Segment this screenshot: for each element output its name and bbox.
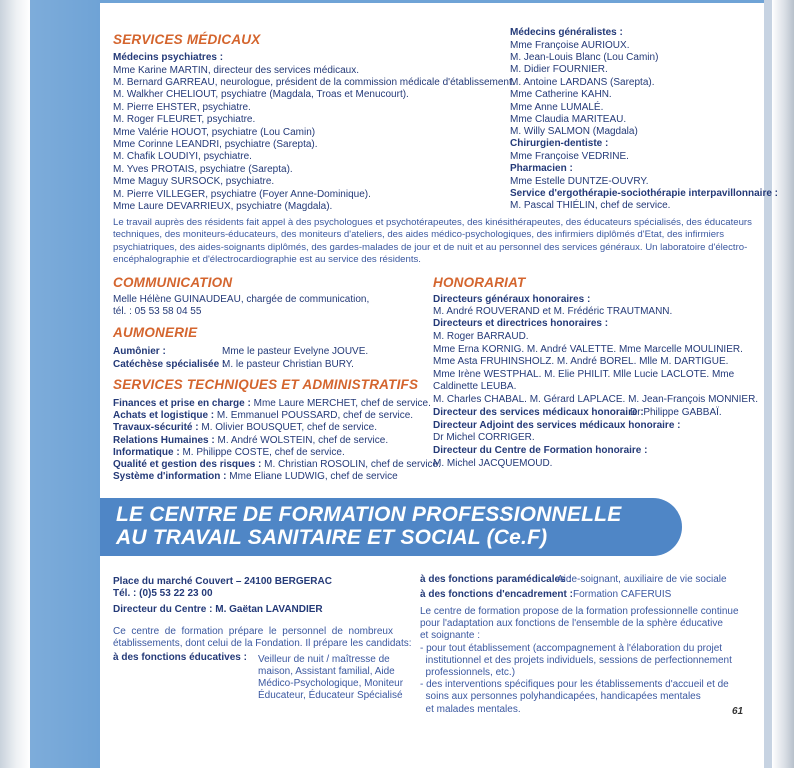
paragraph-line: techniques, des moniteurs-éducateurs, des moniteurs d'ateliers, des aides médico-psychologiques, des infirmiers diplômés d'Etat, des infirmiers [113,229,725,241]
dadj-honoraire-title: Directeur Adjoint des services médicaux honoraire : [433,420,681,431]
formation-line: et malades mentales. [420,703,521,715]
edu-line: Veilleur de nuit / maîtresse de [258,654,390,665]
service-technique-row [113,435,388,447]
edu-line: Médico-Psychologique, Moniteur [258,678,404,690]
dcf-honoraire-name: M. Michel JACQUEMOUD. [433,458,553,469]
dg-honoraires-title: Directeurs généraux honoraires : [433,294,591,305]
generaliste-entry: Mme Catherine KAHN. [510,89,612,101]
section-heading-services-medicaux: SERVICES MÉDICAUX [113,32,261,47]
dentiste-title: Chirurgien-dentiste : [510,138,609,149]
catechese-label: Catéchèse spécialisée : [113,359,226,370]
edu-line: Éducateur, Éducateur Spécialisé [258,690,403,702]
service-technique-row [113,410,413,422]
formation-line: pour l'adaptation aux fonctions de l'ensemble de la sphère éducative [420,618,723,630]
dg-honoraires-names: M. André ROUVERAND et M. Frédéric TRAUTMANN. [433,306,673,317]
service-label: Système d'information : [113,471,227,483]
pharmacien-title: Pharmacien : [510,163,573,174]
service-technique-row [113,398,431,410]
paramedical-value: Aide-soignant, auxiliaire de vie sociale [557,574,727,585]
communication-contact: Melle Hélène GUINAUDEAU, chargée de communication, [113,294,370,305]
psychiatre-entry: Mme Laure DEVARRIEUX, psychiatre (Magdala). [113,200,333,212]
generalistes-title: Médecins généralistes : [510,27,623,38]
right-page-strip [764,0,772,768]
dadj-honoraire-name: Dr Michel CORRIGER. [433,432,535,443]
dsm-honoraire-title: Directeur des services médicaux honoraire : [433,407,644,418]
aumonier-value: Mme le pasteur Evelyne JOUVE. [222,346,369,357]
generaliste-entry: Mme Françoise AURIOUX. [510,39,630,51]
top-rule [100,0,764,3]
catechese-value: M. le pasteur Christian BURY. [222,359,354,370]
cef-intro-2: établissements, dont celui de la Fondation. Il prépare les candidats: [113,638,412,649]
generaliste-entry: M. Didier FOURNIER. [510,64,608,76]
cef-banner-line2: AU TRAVAIL SANITAIRE ET SOCIAL (Ce.F) [116,526,548,549]
cef-banner [100,498,682,556]
service-value: Mme Laure MERCHET, chef de service. [253,398,431,409]
dsm-honoraire-name: Dr Philippe GABBAÏ. [630,407,722,418]
dentiste-name: Mme Françoise VEDRINE. [510,151,629,162]
paragraph-line: encéphalographie et d'électrocardiographie est au service des résidents. [113,253,421,265]
dcf-honoraire-title: Directeur du Centre de Formation honoraire : [433,445,648,456]
directeur-honoraire-entry: Mme Erna KORNIG. M. André VALETTE. Mme Marcelle MOULINIER. [433,343,743,355]
service-label: Informatique : [113,446,180,458]
edu-label: à des fonctions éducatives : [113,652,247,663]
service-value: M. Olivier BOUSQUET, chef de service. [201,422,377,434]
cef-phone: Tél. : (0)5 53 22 23 00 [113,588,213,599]
paragraph-line: Le travail auprès des résidents fait appel à des psychologues et psychotérapeutes, des kinésithérapeutes, des éducateurs spécialisés, des éducateurs [113,217,752,228]
psychiatre-entry: Mme Valérie HOUOT, psychiatre (Lou Camin) [113,126,316,138]
service-label: Achats et logistique : [113,410,215,422]
aumonier-label: Aumônier : [113,346,166,357]
communication-phone: tél. : 05 53 58 04 55 [113,306,202,317]
service-label: Finances et prise en charge : [113,398,251,409]
ergo-name: M. Pascal THIÉLIN, chef de service. [510,200,671,211]
formation-line: professionnels, etc.) [420,667,516,678]
psychiatre-entry: M. Chafik LOUDIYI, psychiatre. [113,151,252,163]
formation-line: et soignante : [420,630,481,642]
generaliste-entry: Mme Claudia MARITEAU. [510,113,627,125]
cef-intro-1: Ce centre de formation prépare le personnel de nombreux [113,626,393,637]
psychiatre-entry: M. Bernard GARREAU, neurologue, président de la commission médicale d'établissement. [113,76,515,88]
psychiatre-entry: M. Roger FLEURET, psychiatre. [113,114,256,126]
service-value: M. André WOLSTEIN, chef de service. [217,434,389,446]
service-technique-row [113,471,398,483]
section-heading-aumonerie: AUMONERIE [113,325,198,340]
section-heading-honorariat: HONORARIAT [433,275,526,290]
directeur-honoraire-entry: M. Roger BARRAUD. [433,331,529,342]
psychiatre-entry: Mme Maguy SURSOCK, psychiatre. [113,176,275,188]
dd-honoraires-title: Directeurs et directrices honoraires : [433,318,609,329]
formation-line: - pour tout établissement (accompagnement à l'élaboration du projet [420,642,723,654]
psychiatre-entry: M. Yves PROTAIS, psychiatre (Sarepta). [113,163,293,175]
psychiatre-entry: Mme Corinne LEANDRI, psychiatre (Sarepta). [113,138,318,150]
section-heading-services-techniques: SERVICES TECHNIQUES ET ADMINISTRATIFS [113,377,419,392]
cef-director: Directeur du Centre : M. Gaëtan LAVANDIER [113,604,323,615]
directeur-honoraire-entry: Caldinette LEUBA. [433,381,517,393]
psychiatres-title: Médecins psychiatres : [113,52,224,63]
directeur-honoraire-entry: Mme Asta FRUHINSHOLZ. M. André BOREL. Mlle M. DARTIGUE. [433,356,729,368]
generaliste-entry: M. Jean-Louis Blanc (Lou Camin) [510,51,659,63]
service-technique-row [113,447,345,459]
directeur-honoraire-entry: Mme Irène WESTPHAL. M. Elie PHILIT. Mlle Lucie LACLOTE. Mme [433,368,735,380]
service-technique-row [113,459,441,471]
encadrement-value: Formation CAFERUIS [573,589,672,600]
cef-banner-line1: LE CENTRE DE FORMATION PROFESSIONNELLE [116,503,622,526]
pharmacien-name: Mme Estelle DUNTZE-OUVRY. [510,176,649,187]
book-gutter [0,0,30,768]
generaliste-entry: M. Willy SALMON (Magdala) [510,126,638,138]
service-label: Qualité et gestion des risques : [113,459,262,470]
section-heading-communication: COMMUNICATION [113,275,233,290]
service-value: M. Emmanuel POUSSARD, chef de service. [216,410,414,422]
ergo-title: Service d'ergothérapie-sociothérapie interpavillonnaire : [510,188,779,199]
encadrement-label: à des fonctions d'encadrement : [420,589,573,600]
service-technique-row [113,422,377,434]
service-value: Mme Eliane LUDWIG, chef de service [229,471,398,483]
psychiatre-entry: M. Pierre EHSTER, psychiatre. [113,101,251,113]
generaliste-entry: M. Antoine LARDANS (Sarepta). [510,76,655,88]
formation-line: institutionnel et des projets individuels, sessions de perfectionnement [420,654,732,666]
service-label: Travaux-sécurité : [113,422,199,434]
service-value: M. Christian ROSOLIN, chef de service. [264,459,441,470]
psychiatre-entry: M. Pierre VILLEGER, psychiatre (Foyer Anne-Dominique). [113,188,371,200]
edu-line: maison, Assistant familial, Aide [258,666,395,678]
directeur-honoraire-entry: M. Charles CHABAL. M. Gérard LAPLACE. M. Jean-François MONNIER. [433,394,759,405]
paramedical-label: à des fonctions paramédicales : [420,574,572,585]
formation-line: Le centre de formation propose de la formation professionnelle continue [420,606,739,617]
left-band-shade [30,0,100,768]
cef-address: Place du marché Couvert – 24100 BERGERAC [113,576,332,587]
psychiatre-entry: M. Walkher CHELIOUT, psychiatre (Magdala, Troas et Menucourt). [113,89,409,101]
formation-line: soins aux personnes polyhandicapées, handicapées mentales [420,691,701,703]
service-label: Relations Humaines : [113,434,215,446]
right-page-edge [772,0,794,768]
service-value: M. Philippe COSTE, chef de service. [182,446,345,458]
page-number: 61 [732,706,744,717]
generaliste-entry: Mme Anne LUMALÉ. [510,101,604,113]
paragraph-line: psychiatriques, des aides-soignants diplômés, des gardes-malades de jour et de nuit et au personnel des services généraux. Un laboratoire d'électro- [113,241,748,253]
psychiatre-entry: Mme Karine MARTIN, directeur des services médicaux. [113,64,360,76]
formation-line: - des interventions spécifiques pour les établissements d'accueil et de [420,679,729,691]
